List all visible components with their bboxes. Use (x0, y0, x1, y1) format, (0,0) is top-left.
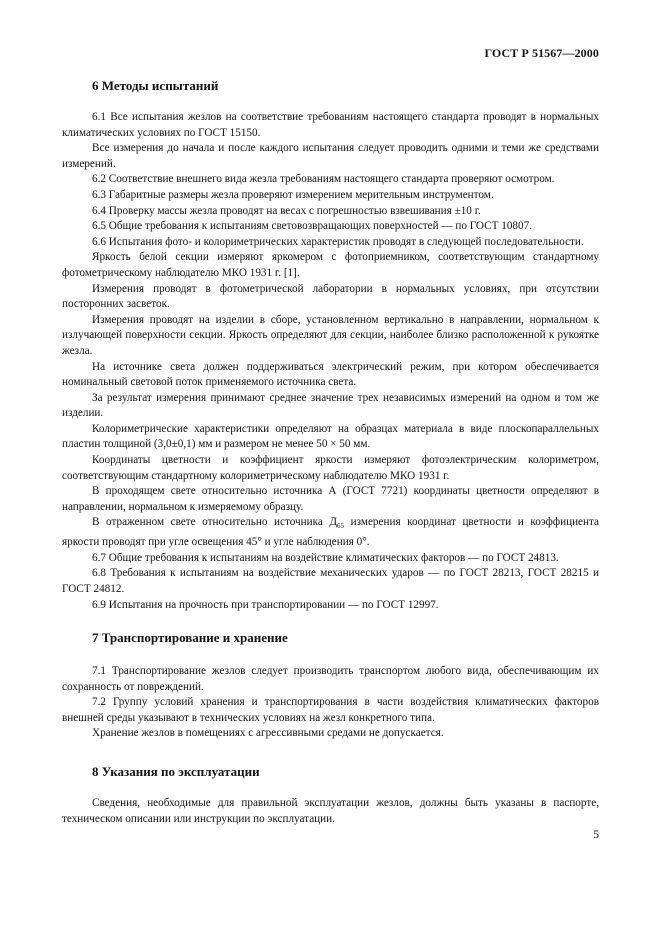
paragraph: На источнике света должен поддерживаться электрический режим, при котором обеспечивается номинальный световой поток применяемого источника света. (62, 360, 599, 389)
paragraph: 7.1 Транспортирование жезлов следует производить транспортом любого вида, обеспечивающим их сохранность от повреждений. (62, 665, 599, 693)
d65-text-before: В отраженном свете относительно источника Д (92, 516, 338, 529)
paragraph: Измерения проводят на изделии в сборе, установленном вертикально в направлении, нормальном к излучающей поверхности секции. Яркость определяют для секции, наиболее близко расположенной к рукоятке жезла. (62, 313, 599, 357)
section-7-title: 7 Транспортирование и хранение (92, 630, 288, 645)
paragraph: 6.1 Все испытания жезлов на соответствие требованиям настоящего стандарта проводят в нормальных климатических условиях по ГОСТ 15150. (62, 111, 599, 139)
section-6-body (62, 110, 599, 613)
paragraph: Все измерения до начала и после каждого испытания следует проводить одними и теми же средствами измерений. (62, 142, 599, 170)
paragraph: 6.9 Испытания на прочность при транспортировании — по ГОСТ 12997. (92, 598, 439, 611)
paragraph: Измерения проводят в фотометрической лаборатории в нормальных условиях, при отсутствии посторонних засветок. (62, 282, 599, 311)
paragraph: 7.2 Группу условий хранения и транспортирования в части воздействия климатических факторов внешней среды указывают в технических условиях на жезл конкретного типа. (62, 696, 599, 724)
document-header: ГОСТ Р 51567—2000 (484, 46, 599, 60)
paragraph: Координаты цветности и коэффициент яркости измеряют фотоэлектрическим колориметром, соответствующим стандартному колориметрическому наблюдателю МКО 1931 г. (62, 454, 599, 482)
paragraph: В проходящем свете относительно источника А (ГОСТ 7721) координаты цветности определяют в направлении, нормальном к измеряемому образцу. (62, 485, 599, 513)
section-7-body (62, 664, 599, 742)
paragraph: 6.5 Общие требования к испытаниям световозвращающих поверхностей — по ГОСТ 10807. (92, 220, 532, 233)
section-8-title: 8 Указания по эксплуатации (92, 764, 260, 779)
d65-subscript: 65 (337, 522, 345, 531)
paragraph: 6.2 Соответствие внешнего вида жезла требованиям настоящего стандарта проверяют осмотром. (92, 173, 555, 186)
paragraph: 6.7 Общие требования к испытаниям на воздействие климатических факторов — по ГОСТ 24813. (92, 551, 559, 564)
section-6-title: 6 Методы испытаний (92, 78, 219, 93)
paragraph: За результат измерения принимают среднее значение трех независимых измерений на одном и том же изделии. (62, 391, 599, 420)
paragraph-d65 (62, 515, 599, 550)
paragraph: 6.3 Габаритные размеры жезла проверяют измерением мерительным инструментом. (92, 188, 494, 201)
paragraph: Яркость белой секции измеряют яркомером с фотоприемником, соответствующим стандартному фотометрическому наблюдателю МКО 1931 г. [1]. (62, 251, 599, 279)
paragraph: 6.6 Испытания фото- и колориметрических характеристик проводят в следующей последовательности. (92, 235, 584, 248)
paragraph: Хранение жезлов в помещениях с агрессивными средами не допускается. (92, 727, 444, 740)
section-8-body (62, 796, 599, 827)
paragraph: 6.4 Проверку массы жезла проводят на весах с погрешностью взвешивания ±10 г. (92, 204, 481, 217)
paragraph: Колориметрические характеристики определяют на образцах материала в виде плоскопараллельных пластин толщиной (3,0±0,1) мм и размером не менее 50 × 50 мм. (62, 422, 599, 451)
paragraph: Сведения, необходимые для правильной эксплуатации жезлов, должны быть указаны в паспорте, техническом описании или инструкции по эксплуатации. (62, 797, 599, 825)
d65-text-after: измерения координат цветности и коэффициента яркости проводят при угле освещения 45° и угле наблюдения 0°. (62, 516, 599, 549)
page-number: 5 (593, 829, 599, 841)
paragraph: 6.8 Требования к испытаниям на воздействие механических ударов — по ГОСТ 28213, ГОСТ 28215 и ГОСТ 24812. (62, 567, 599, 596)
